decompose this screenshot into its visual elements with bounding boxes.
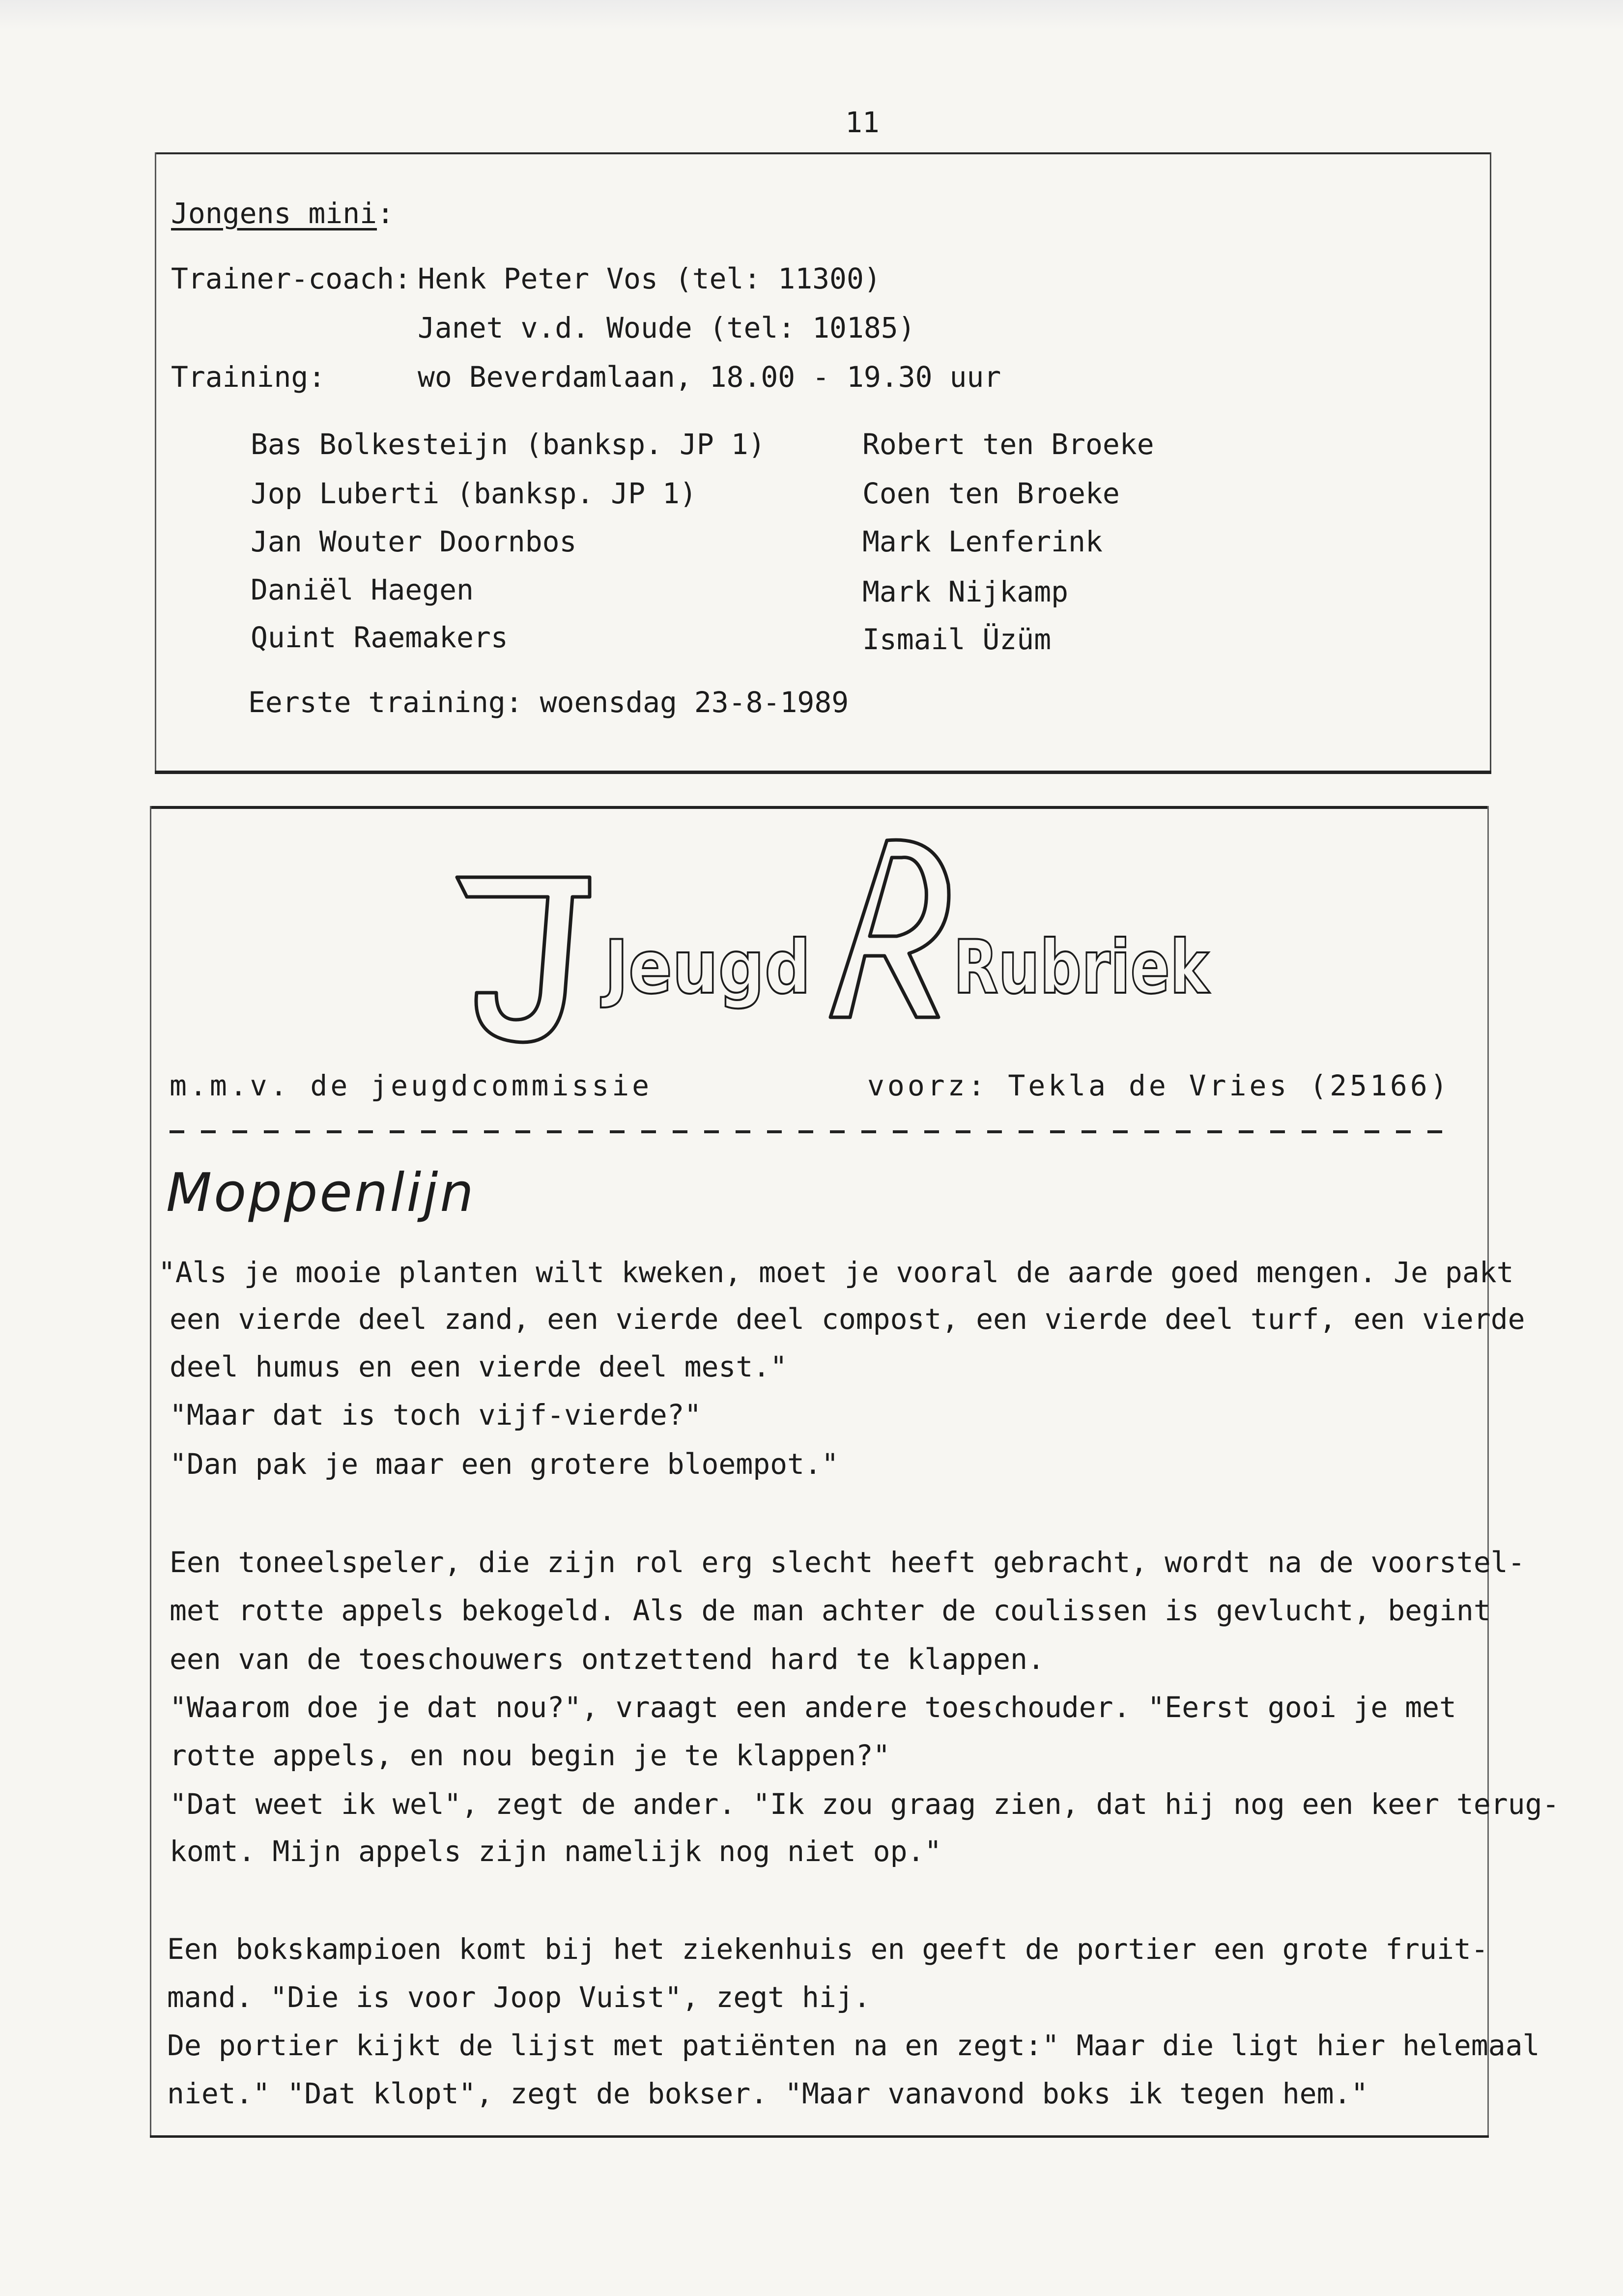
- trainer-label: Trainer-coach:: [171, 262, 411, 295]
- scan-edge: [0, 0, 1623, 29]
- joke-line: "Waarom doe je dat nou?", vraagt een andere toeschouder. "Eerst gooi je met: [170, 1691, 1456, 1724]
- joke-line: "Dat weet ik wel", zegt de ander. "Ik zou graag zien, dat hij nog een keer terug-: [170, 1787, 1560, 1821]
- joke-line: niet." "Dat klopt", zegt de bokser. "Maar vanavond boks ik tegen hem.": [167, 2077, 1368, 2110]
- training-label: Training:: [171, 360, 326, 394]
- box-border-left: [150, 806, 151, 2138]
- player-left: Daniël Haegen: [251, 573, 474, 606]
- joke-line: "Maar dat is toch vijf-vierde?": [170, 1398, 702, 1432]
- logo-letter-r: [830, 840, 949, 1017]
- box-border-bottom: [155, 771, 1491, 774]
- box-border-left: [155, 152, 156, 774]
- training-value: wo Beverdamlaan, 18.00 - 19.30 uur: [418, 360, 1001, 394]
- player-right: Mark Lenferink: [862, 525, 1103, 558]
- logo-word-1: Jeugd: [600, 925, 811, 1010]
- joke-line: rotte appels, en nou begin je te klappen?": [170, 1739, 890, 1772]
- player-left: Jan Wouter Doornbos: [251, 525, 577, 558]
- jeugd-rubriek-logo: [442, 831, 1228, 1062]
- player-left: Jop Luberti (banksp. JP 1): [251, 477, 697, 510]
- section-heading: [171, 199, 394, 228]
- joke-line: De portier kijkt de lijst met patiënten na en zegt:" Maar die ligt hier helemaal: [167, 2029, 1540, 2062]
- logo-word-2: Rubriek: [953, 925, 1210, 1010]
- joke-line: Een toneelspeler, die zijn rol erg slecht heeft gebracht, wordt na de voorstel-: [170, 1546, 1525, 1579]
- player-right: Mark Nijkamp: [862, 575, 1069, 608]
- box-border-top: [150, 806, 1489, 809]
- player-left: Bas Bolkesteijn (banksp. JP 1): [251, 428, 766, 461]
- dashed-separator: [170, 1130, 1457, 1133]
- jongens-mini-box: [155, 152, 1491, 774]
- player-right: Coen ten Broeke: [862, 477, 1120, 510]
- joke-line: een vierde deel zand, een vierde deel compost, een vierde deel turf, een vierde: [170, 1302, 1525, 1336]
- box-border-right: [1490, 152, 1491, 774]
- mmv-line: m.m.v. de jeugdcommissie: [170, 1069, 653, 1102]
- first-training: Eerste training: woensdag 23-8-1989: [248, 686, 849, 719]
- joke-line: met rotte appels bekogeld. Als de man achter de coulissen is gevlucht, begint: [170, 1594, 1491, 1627]
- joke-line: komt. Mijn appels zijn namelijk nog niet op.": [170, 1835, 942, 1868]
- trainer-1: Henk Peter Vos (tel: 11300): [418, 262, 881, 295]
- heading-colon: :: [377, 197, 394, 230]
- player-right: Robert ten Broeke: [862, 428, 1154, 461]
- player-left: Quint Raemakers: [251, 621, 508, 654]
- joke-line: een van de toeschouwers ontzettend hard te klappen.: [170, 1642, 1045, 1676]
- joke-line: Een bokskampioen komt bij het ziekenhuis en geeft de portier een grote fruit-: [167, 1932, 1488, 1966]
- page-number: 11: [845, 106, 880, 139]
- trainer-2: Janet v.d. Woude (tel: 10185): [418, 311, 915, 344]
- joke-line: deel humus en een vierde deel mest.": [170, 1350, 788, 1383]
- joke-line: "Als je mooie planten wilt kweken, moet je vooral de aarde goed mengen. Je pakt: [158, 1256, 1514, 1289]
- box-border-top: [155, 152, 1491, 154]
- joke-line: "Dan pak je maar een grotere bloempot.": [170, 1447, 839, 1481]
- section-heading-text: Jongens mini: [171, 197, 377, 230]
- moppenlijn-title: Moppenlijn: [166, 1162, 476, 1224]
- logo-letter-j: [457, 877, 590, 1042]
- box-border-bottom: [150, 2135, 1489, 2138]
- player-right: Ismail Üzüm: [862, 623, 1052, 656]
- voorz-line: voorz: Tekla de Vries (25166): [867, 1069, 1451, 1102]
- joke-line: mand. "Die is voor Joop Vuist", zegt hij.: [167, 1980, 871, 2014]
